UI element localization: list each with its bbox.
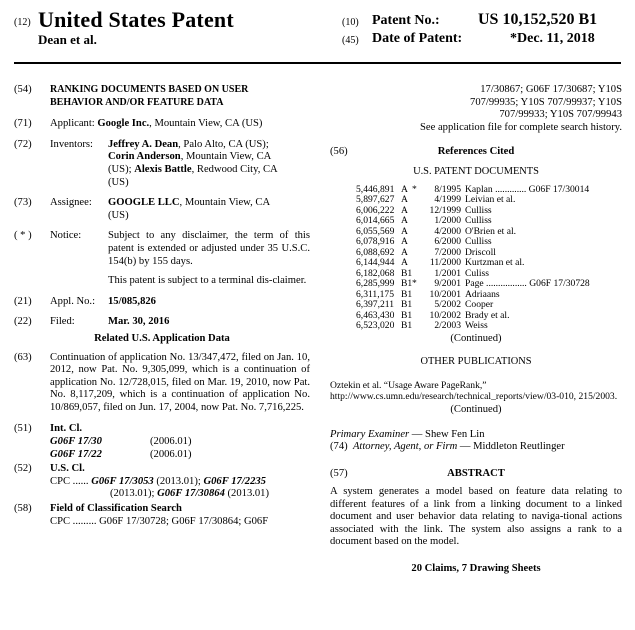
- assignee-label: Assignee:: [50, 197, 92, 209]
- citation-number: 6,006,222: [356, 204, 395, 216]
- code-22: (22): [14, 316, 32, 328]
- applicant-name: Google Inc.: [97, 118, 150, 130]
- appl-no-block: [14, 296, 310, 309]
- int-cl-block: [14, 423, 310, 461]
- citation-number: 6,078,916: [356, 236, 395, 248]
- code-45: (45): [342, 35, 359, 46]
- references-heading: References Cited: [437, 146, 515, 158]
- int-cl-1-date: (2006.01): [150, 436, 192, 448]
- citation-kind: A: [401, 215, 408, 227]
- attorney-name: — Middleton Reutlinger: [457, 441, 565, 453]
- filed-date: Mar. 30, 2016: [108, 316, 170, 328]
- continuation-block: [14, 352, 310, 415]
- us-cl-block: [14, 463, 310, 501]
- citation-date: 4/2000: [434, 225, 461, 237]
- int-cl-label: Int. Cl.: [50, 423, 83, 435]
- applicant-label: Applicant:: [50, 118, 95, 130]
- inventor-1-location: , Palo Alto, CA (US);: [178, 138, 269, 150]
- code-63: (63): [14, 351, 32, 363]
- attorney-line: [330, 441, 622, 454]
- citation-name: Culiss: [465, 267, 489, 279]
- citation-kind: B1: [401, 267, 413, 279]
- field-search-cpc: CPC ......... G06F 17/30728; G06F 17/30864; G06F: [50, 515, 269, 527]
- citation-name: Kurtzman et al.: [465, 257, 525, 269]
- code-71: (71): [14, 118, 32, 130]
- cpc-3-date: (2013.01): [224, 488, 270, 500]
- citation-date: 4/1999: [434, 194, 461, 206]
- cpc-2-date: (2013.01);: [110, 488, 158, 500]
- code-51: (51): [14, 423, 32, 435]
- applicant-block: [14, 118, 310, 131]
- cpc-label: CPC ......: [50, 475, 89, 487]
- citation-date: 8/1995: [434, 183, 461, 195]
- citation-date: 2/2003: [434, 320, 461, 332]
- abstract-heading: ABSTRACT: [447, 467, 505, 479]
- inventor-1-name: Jeffrey A. Dean: [108, 138, 179, 150]
- left-column: [14, 84, 310, 536]
- citation-kind: A: [401, 194, 408, 206]
- citations-list: [356, 185, 622, 332]
- filed-block: [14, 316, 310, 329]
- citation-cited-by-examiner: [412, 237, 421, 248]
- citation-name: Culliss: [465, 236, 492, 248]
- citation-kind: B1: [401, 309, 413, 321]
- code-12: (12): [14, 17, 31, 28]
- citation-cited-by-examiner: [412, 321, 421, 332]
- appl-no: 15/085,826: [108, 295, 156, 307]
- citation-cited-by-examiner: [412, 311, 421, 322]
- inventor-2-name: Corin Anderson: [108, 151, 181, 163]
- code-10: (10): [342, 17, 359, 28]
- us-cl-label: U.S. Cl.: [50, 463, 85, 475]
- citation-number: 6,463,430: [356, 309, 395, 321]
- citation-name: Driscoll: [465, 246, 496, 258]
- citation-date: 6/2000: [434, 236, 461, 248]
- filed-label: Filed:: [50, 316, 75, 328]
- citation-number: 6,055,569: [356, 225, 395, 237]
- inventors-block: [14, 139, 310, 189]
- citation-kind: B1: [401, 288, 413, 300]
- code-54: (54): [14, 84, 32, 95]
- inventors-label: Inventors:: [50, 138, 93, 150]
- document-type-title: United States Patent: [38, 7, 234, 32]
- citation-date: 5/2002: [434, 299, 461, 311]
- citation-date: 10/2001: [429, 288, 461, 300]
- inventor-2-location: , Mountain View, CA: [180, 151, 272, 163]
- date-of-patent: *Dec. 11, 2018: [510, 31, 595, 46]
- citation-cited-by-examiner: [412, 206, 421, 217]
- notice-label: Notice:: [50, 230, 82, 242]
- citation-date: 12/1999: [429, 204, 461, 216]
- inventor-3-location: , Redwood City, CA: [191, 163, 278, 175]
- citation-date: 9/2001: [434, 278, 461, 290]
- citation-cited-by-examiner: [412, 248, 421, 259]
- citation-kind: B1: [401, 278, 413, 290]
- citation-number: 6,014,665: [356, 215, 395, 227]
- code-57: (57): [330, 467, 348, 479]
- field-search-cont-3: 707/99933; Y10S 707/99943: [499, 109, 622, 121]
- field-search-cont-1: 17/30867; G06F 17/30687; Y10S: [480, 84, 622, 95]
- assignee-block: [14, 197, 310, 222]
- int-cl-2-date: (2006.01): [150, 448, 192, 460]
- examiner-name: — Shew Fen Lin: [409, 428, 485, 440]
- citations-continued: (Continued): [450, 332, 502, 344]
- references-heading-row: [330, 146, 622, 160]
- other-publication: Oztekin et al. “Usage Aware PageRank,” http://www.cs.umn.edu/research/technical_reports/view/03-010, 215/2003.: [330, 380, 618, 403]
- us-patent-documents-heading: U.S. PATENT DOCUMENTS: [413, 166, 539, 178]
- patent-no-label: Patent No.:: [372, 13, 440, 28]
- code-73: (73): [14, 197, 32, 209]
- continuation-text: Continuation of application No. 13/347,472, filed on Jan. 10, 2012, now Pat. No. 9,305,099, which is a continuation of application No. 12/728,015, filed on Mar. 19, 2010, now Pat. No. 8,117,209, which is a continuation of application No. 10/869,057, filed on Jun. 17, 2004, now Pat. No. 7,716,225.: [50, 351, 310, 413]
- applicant-location: , Mountain View, CA (US): [149, 118, 263, 130]
- citation-date: 1/2000: [434, 215, 461, 227]
- abstract-heading-row: [330, 468, 622, 482]
- assignee-location: , Mountain View, CA: [179, 197, 271, 209]
- citation-name: Kaplan ............. G06F 17/30014: [465, 183, 590, 195]
- citation-name: Culliss: [465, 204, 492, 216]
- date-of-patent-label: Date of Patent:: [372, 31, 463, 46]
- code-72: (72): [14, 138, 32, 150]
- citation-name: Page ................. G06F 17/30728: [465, 278, 590, 290]
- citation-number: 5,897,627: [356, 194, 395, 206]
- field-search-continued: [330, 84, 622, 134]
- inventor-2-location-cont: (US);: [108, 163, 132, 175]
- assignee-location-cont: (US): [108, 209, 129, 221]
- right-column: [330, 84, 622, 576]
- examiner-label: Primary Examiner: [330, 428, 410, 440]
- citation-kind: A: [401, 236, 408, 248]
- title-block: [14, 84, 310, 109]
- cpc-1: G06F 17/3053: [91, 475, 154, 487]
- citation-number: 6,182,068: [356, 267, 395, 279]
- citation-name: Culliss: [465, 215, 492, 227]
- citation-number: 6,144,944: [356, 257, 395, 269]
- header-rule: [14, 62, 621, 64]
- citation-cited-by-examiner: [412, 227, 421, 238]
- int-cl-2-code: G06F 17/22: [50, 448, 102, 460]
- citation-kind: B1: [401, 299, 413, 311]
- code-56: (56): [330, 146, 348, 158]
- inventor-short: Dean et al.: [38, 32, 97, 47]
- examiner-line: [330, 429, 622, 442]
- citation-cited-by-examiner: *: [412, 183, 417, 195]
- title-line-2: BEHAVIOR AND/OR FEATURE DATA: [50, 96, 224, 108]
- notice-terminal-disclaimer: This patent is subject to a terminal dis-claimer.: [108, 275, 307, 287]
- field-search-cont-2: 707/99935; Y10S 707/99937; Y10S: [470, 96, 622, 108]
- field-search-block: [14, 503, 310, 528]
- citation-kind: A: [401, 246, 408, 258]
- citation-kind: A: [401, 225, 408, 237]
- citation-kind: A: [401, 183, 408, 195]
- citation-name: O'Brien et al.: [465, 225, 517, 237]
- citation-date: 7/2000: [434, 246, 461, 258]
- assignee-name: GOOGLE LLC: [108, 197, 180, 209]
- citation-name: Cooper: [465, 299, 494, 311]
- inventor-3-location-cont: (US): [108, 176, 129, 188]
- citation-date: 11/2000: [429, 257, 461, 269]
- citation-number: 6,397,211: [356, 299, 395, 311]
- citation-cited-by-examiner: [412, 195, 421, 206]
- cpc-1-date: (2013.01);: [153, 475, 204, 487]
- title-line-1: RANKING DOCUMENTS BASED ON USER: [50, 84, 249, 95]
- citation-number: 5,446,891: [356, 183, 395, 195]
- code-58: (58): [14, 503, 32, 515]
- related-data-heading: Related U.S. Application Data: [94, 332, 230, 344]
- notice-block: [14, 230, 310, 287]
- cpc-2: G06F 17/2235: [203, 475, 266, 487]
- inventor-3-name: Alexis Battle: [134, 163, 192, 175]
- citation-kind: B1: [401, 320, 413, 332]
- code-notice: ( * ): [14, 230, 32, 242]
- cpc-3: G06F 17/30864: [157, 488, 225, 500]
- other-publications-heading: OTHER PUBLICATIONS: [420, 355, 532, 367]
- citation-date: 10/2002: [429, 309, 461, 321]
- int-cl-1-code: G06F 17/30: [50, 436, 102, 448]
- citation-date: 1/2001: [434, 267, 461, 279]
- citation-kind: A: [401, 257, 408, 269]
- citation-number: 6,311,175: [356, 288, 395, 300]
- citation-cited-by-examiner: [412, 258, 421, 269]
- citation-cited-by-examiner: [412, 300, 421, 311]
- citation-cited-by-examiner: *: [412, 278, 417, 290]
- field-search-label: Field of Classification Search: [50, 503, 182, 515]
- citation-number: 6,523,020: [356, 320, 395, 332]
- citation-cited-by-examiner: [412, 290, 421, 301]
- appl-no-label: Appl. No.:: [50, 295, 96, 307]
- attorney-label: Attorney, Agent, or Firm: [352, 441, 458, 453]
- other-publications-continued: (Continued): [450, 404, 502, 416]
- code-74: (74): [330, 441, 348, 453]
- citation-number: 6,285,999: [356, 278, 395, 290]
- citation-name: Leivian et al.: [465, 194, 516, 206]
- citation-cited-by-examiner: [412, 216, 421, 227]
- abstract-text: A system generates a model based on feature data relating to different features of a link from a linking document to a linked document and user behavior data relating to naviga-tional actions associated with the link. The system also assigns a rank to a document based on the model.: [330, 485, 622, 548]
- claims-and-sheets: 20 Claims, 7 Drawing Sheets: [411, 562, 541, 574]
- citation-number: 6,088,692: [356, 246, 395, 258]
- citation-name: Weiss: [465, 320, 488, 332]
- patent-number: US 10,152,520 B1: [478, 11, 598, 28]
- code-21: (21): [14, 295, 32, 307]
- citation-name: Adriaans: [465, 288, 500, 300]
- field-search-cont-4: See application file for complete search history.: [420, 121, 622, 133]
- citation-name: Brady et al.: [465, 309, 510, 321]
- code-52: (52): [14, 463, 32, 475]
- citation-kind: A: [401, 204, 408, 216]
- notice-text: Subject to any disclaimer, the term of this patent is extended or adjusted under 35 U.S.C. 154(b) by 155 days.: [108, 230, 310, 267]
